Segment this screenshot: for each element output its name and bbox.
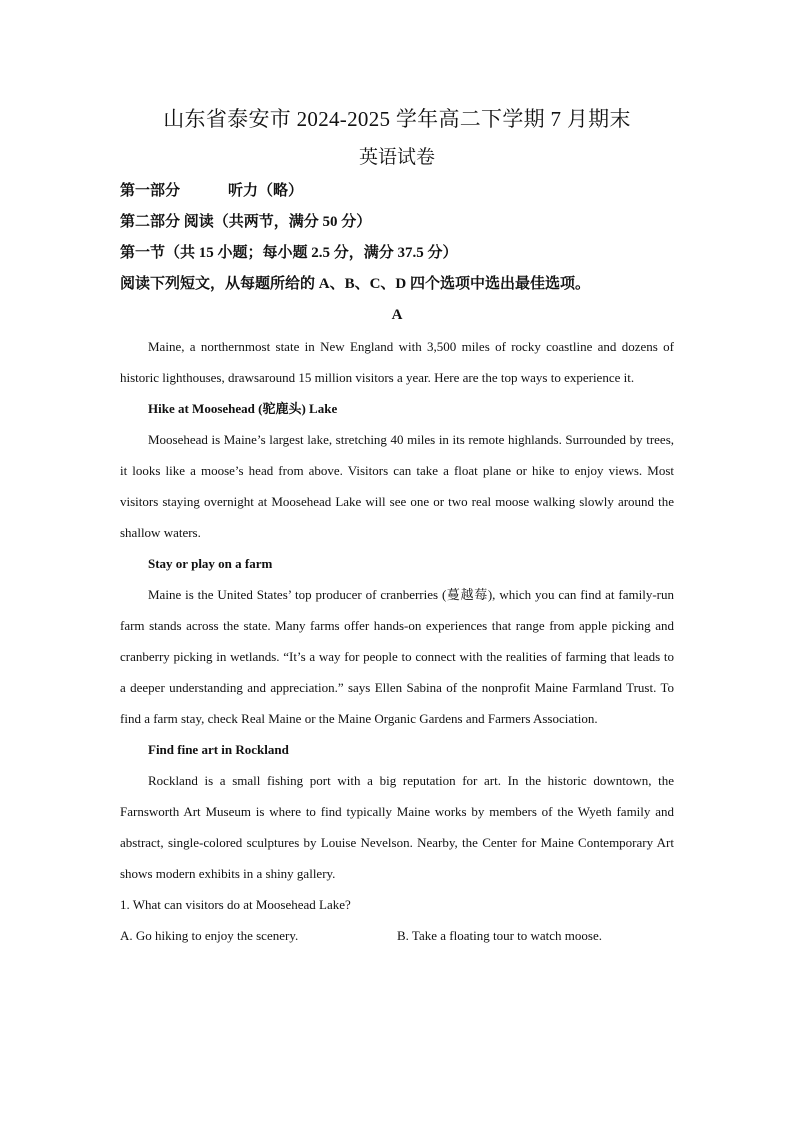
section-text-rockland: Rockland is a small fishing port with a big reputation for art. In the historic downtown, the Farnsworth Art Museum is where to find typically Maine works by members of the Wyeth family and abstract, single-colored sculptures by Louise Nevelson. Nearby, the Center for Maine Contemporary Art shows modern exhibits in a shiny gallery.: [120, 773, 674, 881]
passage-intro: Maine, a northernmost state in New England with 3,500 miles of rocky coastline and dozens of historic lighthouses, drawsaround 15 million visitors a year. Here are the top ways to experience it.: [120, 339, 674, 385]
option-a: A. Go hiking to enjoy the scenery.: [120, 928, 299, 943]
part1-text: 听力（略）: [228, 183, 304, 199]
part2-heading: 第二部分 阅读（共两节，满分 50 分）: [120, 214, 372, 230]
section-heading-moosehead: Hike at Moosehead (驼鹿头) Lake: [148, 401, 338, 416]
question-1-options: [120, 920, 674, 951]
part1-heading: [120, 176, 674, 207]
question-1-stem: 1. What can visitors do at Moosehead Lake?: [120, 897, 351, 912]
section-text-moosehead: Moosehead is Maine’s largest lake, stretching 40 miles in its remote highlands. Surrounded by trees, it looks like a moose’s head from above. Visitors can take a float plane or hike to enjoy views. Most visitors staying overnight at Moosehead Lake will see one or two real moose walking slowly around the shallow waters.: [120, 432, 674, 540]
reading-instruction: 阅读下列短文，从每题所给的 A、B、C、D 四个选项中选出最佳选项。: [120, 276, 591, 292]
section-heading-farm: Stay or play on a farm: [148, 556, 273, 571]
passage-letter: A: [391, 307, 403, 323]
part1-label: 第一部分: [120, 183, 181, 199]
section-text-farm: Maine is the United States’ top producer of cranberries (蔓越莓), which you can find at family-run farm stands across the state. Many farms offer hands-on experiences that range from apple picking and cranberry picking in wetlands. “It’s a way for people to connect with the realities of farming that leads to a deeper understanding and appreciation.” says Ellen Sabina of the nonprofit Maine Farmland Trust. To find a farm stay, check Real Maine or the Maine Organic Gardens and Farmers Association.: [120, 587, 674, 726]
section-heading-rockland: Find fine art in Rockland: [148, 742, 289, 757]
option-b: B. Take a floating tour to watch moose.: [397, 928, 602, 943]
exam-title: 山东省泰安市 2024-2025 学年高二下学期 7 月期末: [163, 107, 631, 131]
exam-page: [120, 100, 674, 951]
section1-heading: 第一节（共 15 小题；每小题 2.5 分，满分 37.5 分）: [120, 245, 458, 261]
exam-subtitle: 英语试卷: [358, 147, 435, 168]
